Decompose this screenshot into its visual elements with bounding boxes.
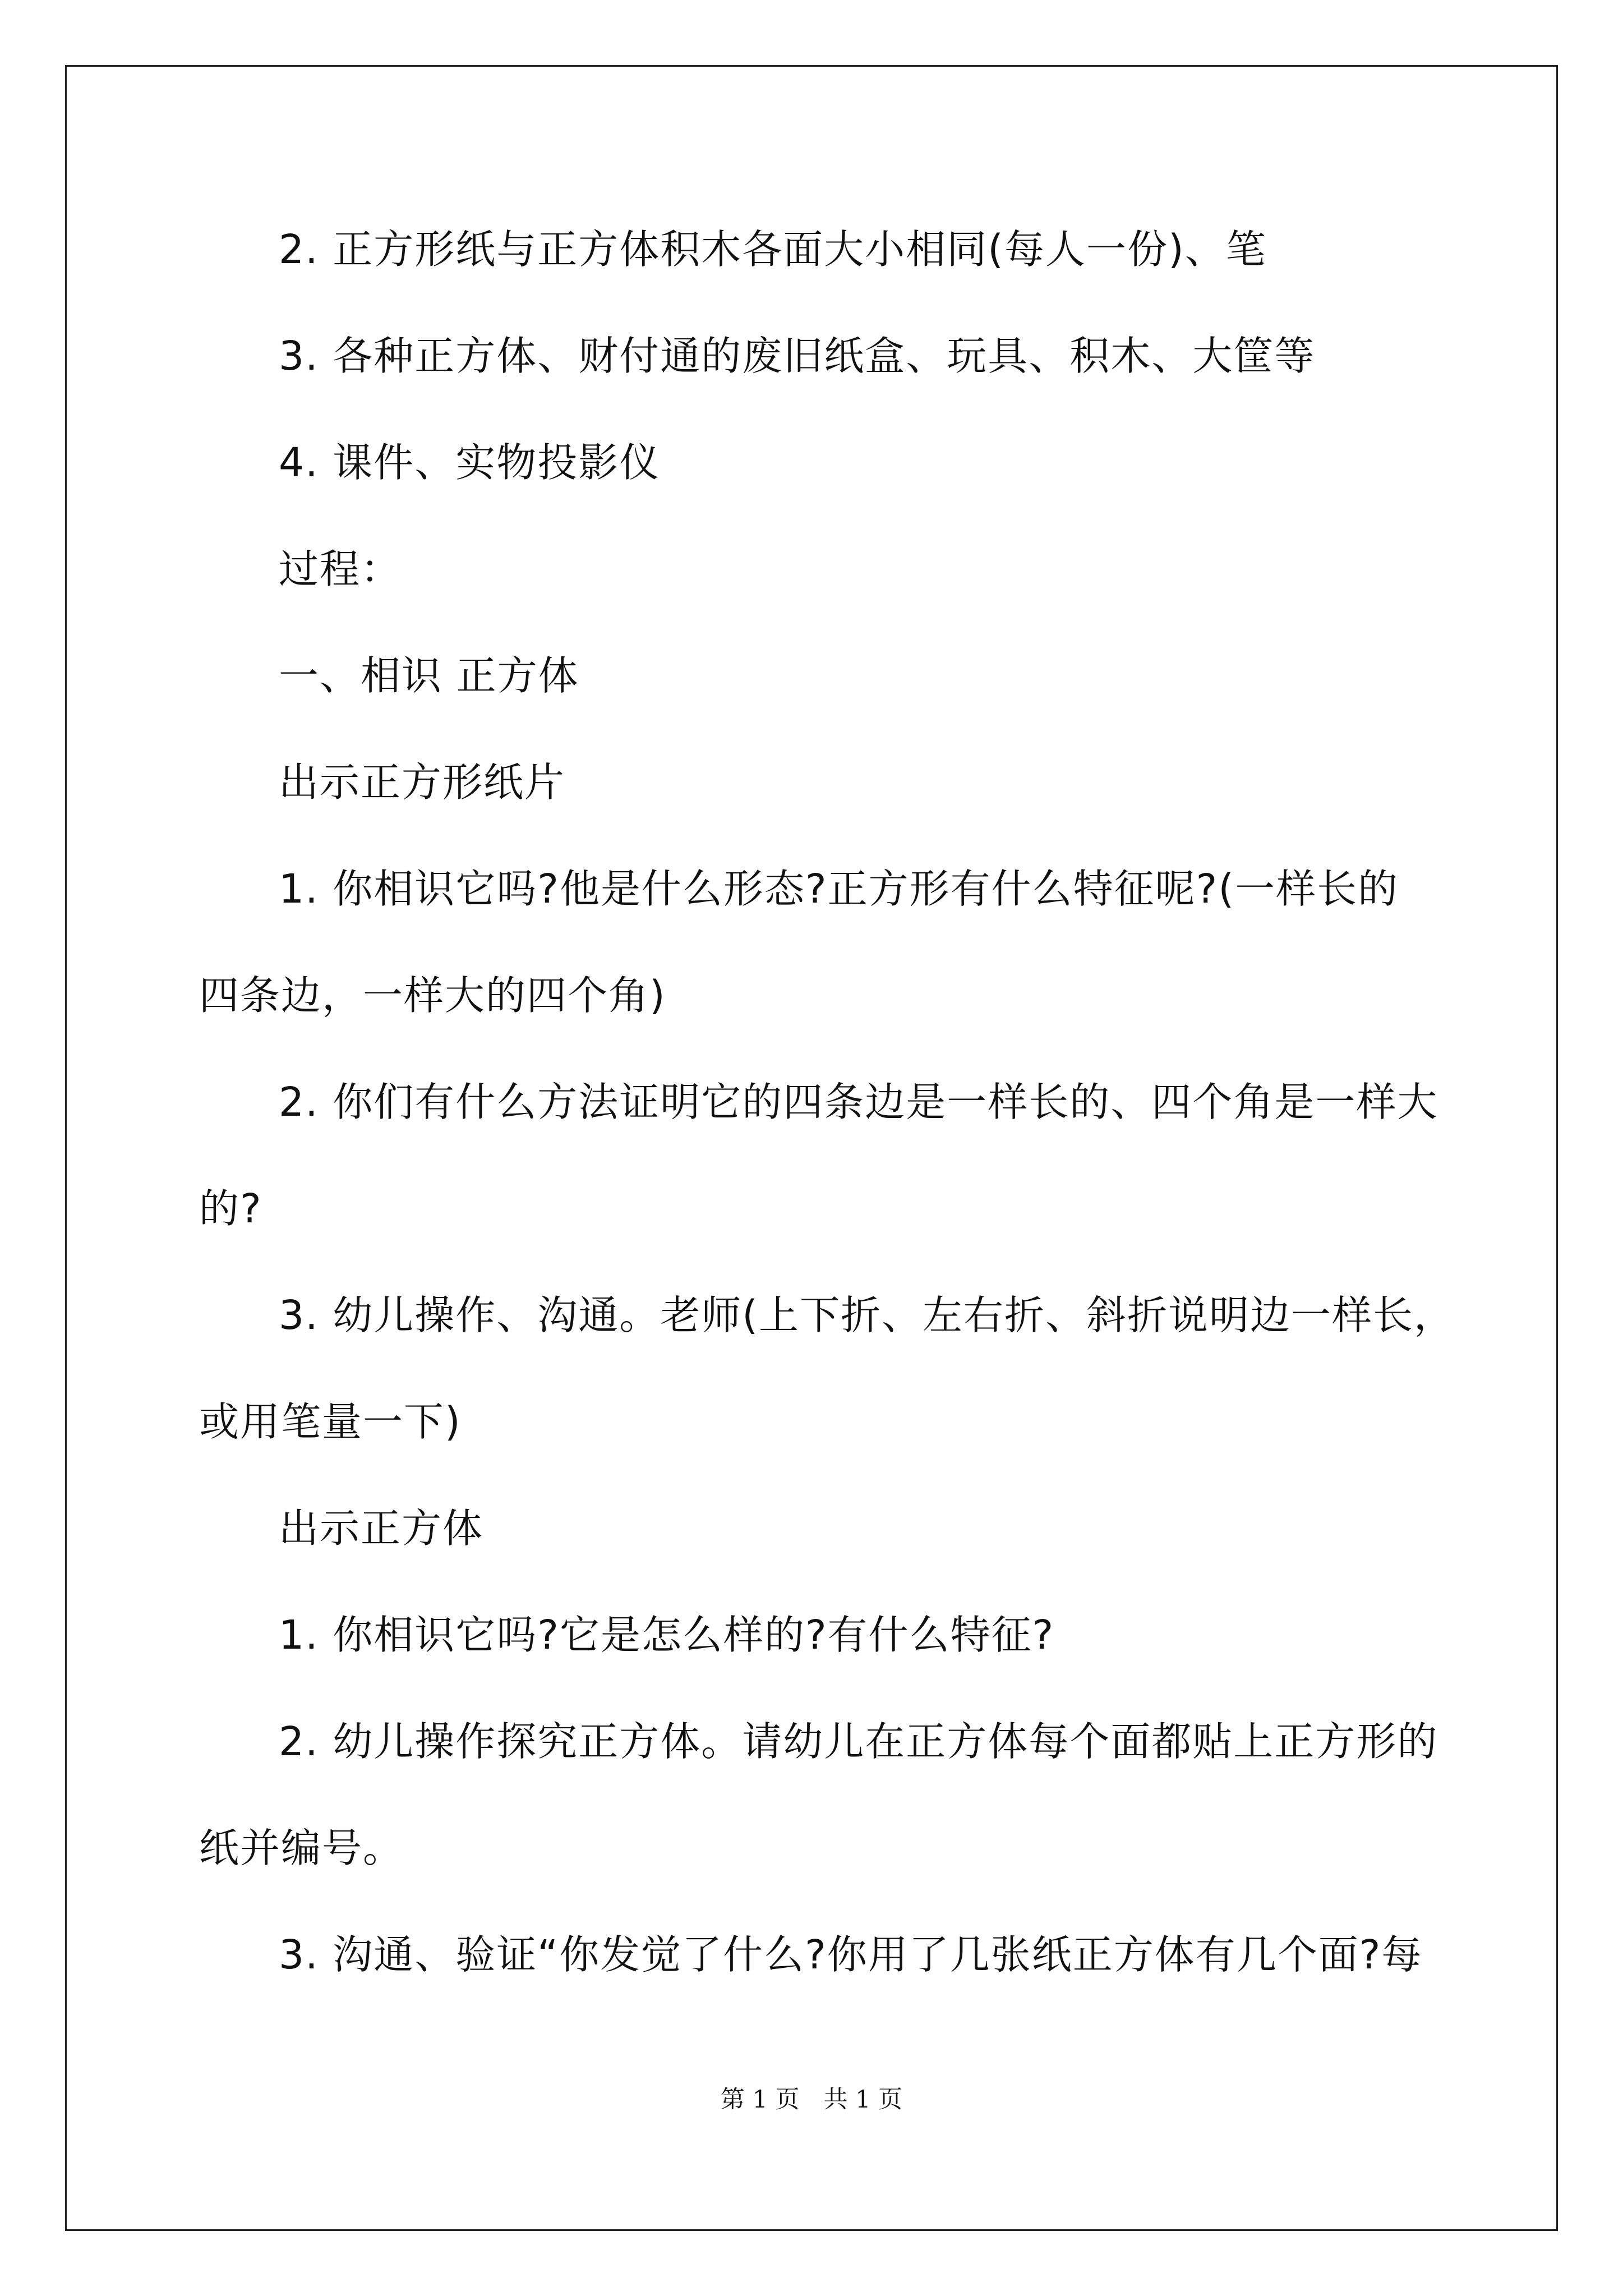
text-line-7: 1. 你相识它吗?他是什么形态?正方形有什么特征呢?(一样长的 (279, 866, 1399, 912)
text-line-8: 四条边，一样大的四个角) (199, 972, 666, 1019)
text-line-15: 2. 幼儿操作探究正方体。请幼儿在正方体每个面都贴上正方形的 (279, 1718, 1438, 1765)
text-line-9: 2. 你们有什么方法证明它的四条边是一样长的、四个角是一样大 (279, 1079, 1438, 1125)
text-line-17: 3. 沟通、验证“你发觉了什么?你用了几张纸正方体有几个面?每 (279, 1931, 1423, 1978)
text-line-6: 出示正方形纸片 (279, 759, 566, 806)
section-label-process: 过程： (279, 546, 402, 592)
section-heading-1: 一、相识 正方体 (279, 652, 579, 699)
text-line-2: 3. 各种正方体、财付通的废旧纸盒、玩具、积木、大筐等 (279, 333, 1316, 379)
text-line-14: 1. 你相识它吗?它是怎么样的?有什么特征? (279, 1612, 1055, 1658)
page-footer: 第 1 页 共 1 页 (720, 2086, 903, 2114)
text-line-16: 纸并编号。 (199, 1825, 404, 1871)
text-line-10: 的? (199, 1185, 262, 1232)
text-line-11: 3. 幼儿操作、沟通。老师(上下折、左右折、斜折说明边一样长， (279, 1292, 1455, 1338)
text-line-12: 或用笔量一下) (199, 1398, 462, 1445)
text-line-1: 2. 正方形纸与正方体积木各面大小相同(每人一份)、笔 (279, 226, 1267, 273)
text-line-13: 出示正方体 (279, 1505, 484, 1552)
page-border (65, 65, 1558, 2231)
text-line-3: 4. 课件、实物投影仪 (279, 439, 661, 486)
